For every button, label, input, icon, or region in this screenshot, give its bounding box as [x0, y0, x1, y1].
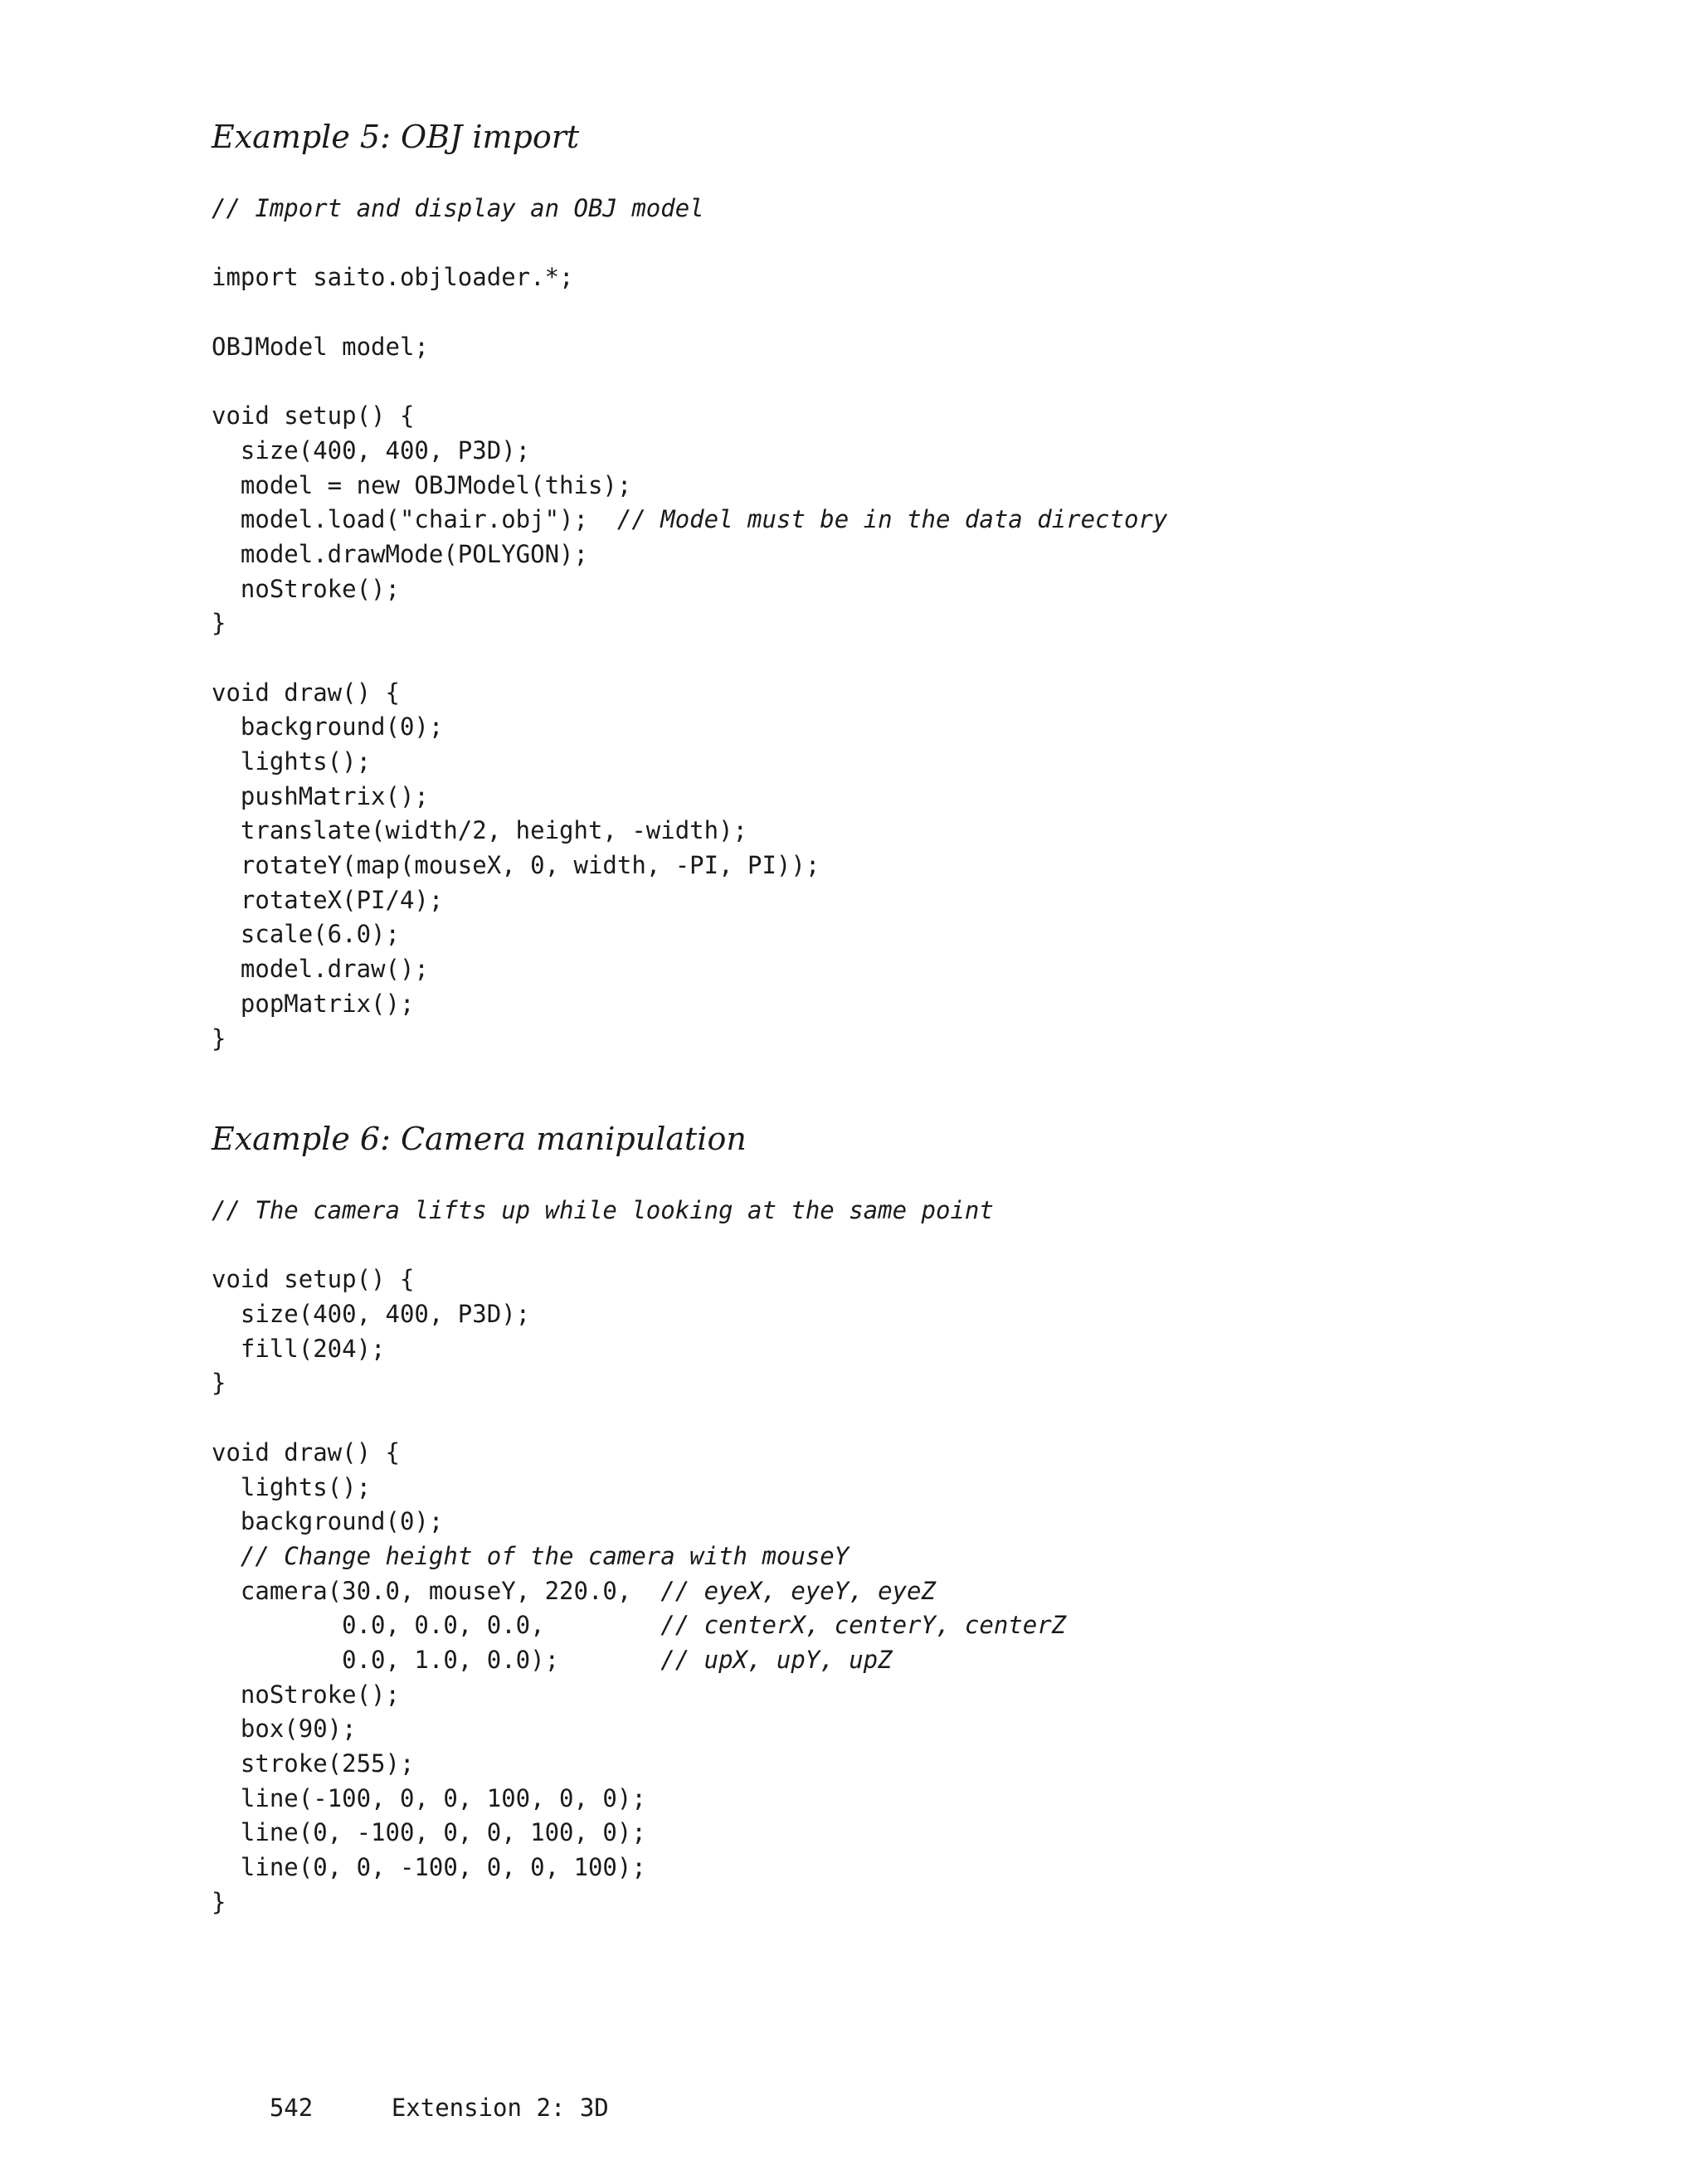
code-line	[212, 1851, 1066, 1885]
code-line	[212, 1885, 1066, 1920]
code-line	[212, 469, 1167, 503]
code-text: translate(width/2, height, -width);	[212, 816, 748, 845]
code-line	[212, 917, 1167, 952]
code-text: void setup() {	[212, 401, 415, 430]
code-line	[212, 1574, 1066, 1609]
code-line	[212, 1608, 1066, 1643]
code-text: size(400, 400, P3D);	[212, 435, 531, 465]
code-comment: // The camera lifts up while looking at the same point	[212, 1196, 994, 1224]
code-line	[212, 987, 1167, 1022]
code-line	[212, 1643, 1066, 1678]
code-text: line(0, -100, 0, 0, 100, 0);	[212, 1818, 646, 1847]
code-line	[212, 883, 1167, 918]
code-text: void draw() {	[212, 1437, 400, 1467]
code-line	[212, 226, 1167, 261]
code-line	[212, 260, 1167, 295]
code-text: model.draw();	[212, 955, 429, 984]
code-text: }	[212, 1024, 226, 1053]
code-text: lights();	[212, 747, 372, 776]
code-line	[212, 780, 1167, 815]
code-line	[212, 745, 1167, 780]
code-text: rotateY(map(mouseX, 0, width, -PI, PI));	[212, 851, 820, 880]
code-comment: // Model must be in the data directory	[616, 505, 1168, 534]
code-text: camera(30.0, mouseY, 220.0,	[212, 1576, 661, 1605]
code-text: scale(6.0);	[212, 920, 400, 949]
code-line	[212, 676, 1167, 711]
code-text: box(90);	[212, 1715, 357, 1744]
page-footer	[212, 2058, 609, 2157]
code-text: lights();	[212, 1472, 372, 1501]
code-text: popMatrix();	[212, 989, 415, 1018]
code-text: model = new OBJModel(this);	[212, 470, 632, 499]
code-text: fill(204);	[212, 1334, 386, 1363]
code-comment: // eyeX, eyeY, eyeZ	[660, 1576, 936, 1605]
code-text: noStroke();	[212, 574, 400, 603]
example-5-code-listing	[212, 192, 1167, 1056]
code-text: void draw() {	[212, 678, 400, 707]
code-text: 0.0, 1.0, 0.0);	[212, 1645, 661, 1674]
code-line	[212, 1471, 1066, 1505]
code-line	[212, 1297, 1066, 1332]
code-line	[212, 434, 1167, 469]
code-line	[212, 399, 1167, 434]
code-line	[212, 1782, 1066, 1817]
code-line	[212, 710, 1167, 745]
code-text: line(0, 0, -100, 0, 0, 100);	[212, 1853, 646, 1882]
code-line	[212, 537, 1167, 572]
code-line	[212, 572, 1167, 607]
code-line	[212, 503, 1167, 537]
code-line	[212, 1816, 1066, 1851]
code-text: rotateX(PI/4);	[212, 885, 444, 914]
code-text: }	[212, 609, 226, 638]
code-line	[212, 1678, 1066, 1713]
example-5-heading: Example 5: OBJ import	[212, 119, 580, 155]
code-line	[212, 1401, 1066, 1436]
code-line	[212, 330, 1167, 365]
example-6-heading: Example 6: Camera manipulation	[212, 1121, 747, 1157]
code-line	[212, 1262, 1066, 1297]
code-line	[212, 641, 1167, 676]
code-line	[212, 606, 1167, 641]
code-text	[212, 1542, 241, 1570]
code-text: background(0);	[212, 713, 444, 742]
running-footer-section: Extension 2: 3D	[391, 2094, 609, 2122]
code-text: size(400, 400, P3D);	[212, 1300, 531, 1329]
code-comment: // centerX, centerY, centerZ	[660, 1611, 1067, 1640]
code-line	[212, 814, 1167, 849]
code-text: stroke(255);	[212, 1749, 415, 1778]
code-comment: // upX, upY, upZ	[660, 1645, 893, 1674]
code-text: import saito.objloader.*;	[212, 263, 574, 292]
code-text: model.load("chair.obj");	[212, 505, 617, 534]
page-number: 542	[269, 2094, 314, 2122]
code-line	[212, 1332, 1066, 1367]
code-line	[212, 1228, 1066, 1263]
code-text: }	[212, 1887, 226, 1916]
code-text: model.drawMode(POLYGON);	[212, 539, 588, 568]
code-comment: // Change height of the camera with mouseY	[240, 1541, 850, 1570]
code-line	[212, 295, 1167, 330]
code-line	[212, 849, 1167, 883]
code-text: void setup() {	[212, 1265, 415, 1294]
code-text: pushMatrix();	[212, 781, 429, 810]
code-line	[212, 1436, 1066, 1471]
code-text: 0.0, 0.0, 0.0,	[212, 1611, 661, 1640]
code-comment: // Import and display an OBJ model	[212, 194, 704, 222]
code-line	[212, 1022, 1167, 1057]
code-line	[212, 1505, 1066, 1540]
code-line	[212, 1712, 1066, 1747]
code-line	[212, 952, 1167, 987]
code-line	[212, 1194, 1066, 1228]
example-6-code-listing	[212, 1194, 1066, 1919]
code-text: background(0);	[212, 1507, 444, 1536]
code-line	[212, 1540, 1066, 1574]
code-line	[212, 1747, 1066, 1782]
code-line	[212, 364, 1167, 399]
code-line	[212, 1366, 1066, 1401]
code-text: noStroke();	[212, 1680, 400, 1709]
code-text: OBJModel model;	[212, 332, 429, 361]
code-text: line(-100, 0, 0, 100, 0, 0);	[212, 1783, 646, 1812]
code-line	[212, 192, 1167, 226]
code-text: }	[212, 1369, 226, 1398]
